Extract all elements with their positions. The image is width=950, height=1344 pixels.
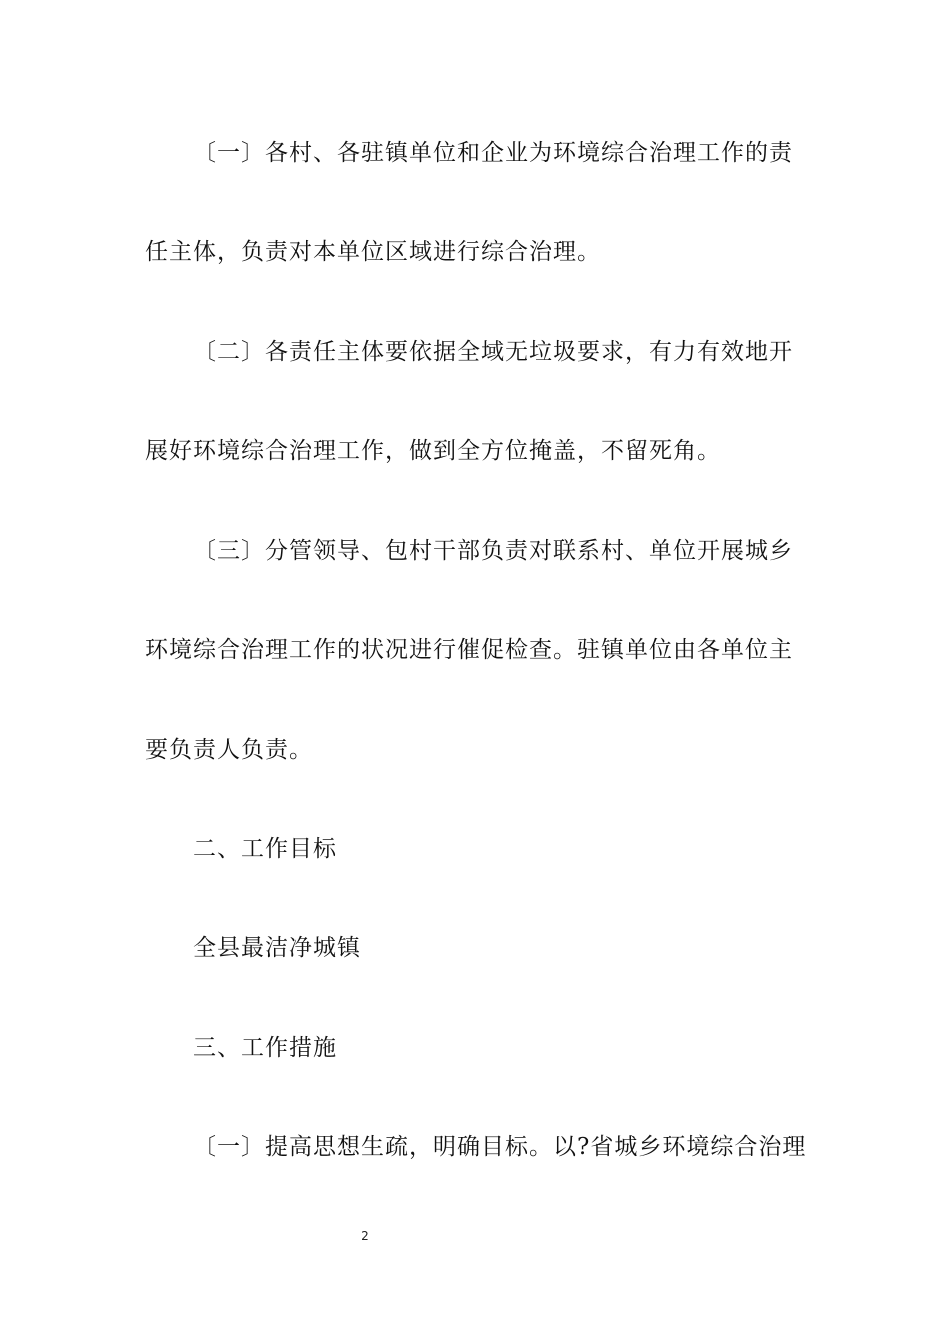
paragraph-line: 〔一〕提高思想生疏，明确目标。以?省城乡环境综合治理 <box>193 1134 807 1160</box>
paragraph-line: 要负责人负责。 <box>145 737 313 763</box>
page-number: 2 <box>361 1229 369 1243</box>
paragraph-line: 展好环境综合治理工作，做到全方位掩盖，不留死角。 <box>145 438 721 464</box>
paragraph-line: 〔一〕各村、各驻镇单位和企业为环境综合治理工作的责 <box>193 140 793 166</box>
paragraph-line: 环境综合治理工作的状况进行催促检查。驻镇单位由各单位主 <box>145 637 793 663</box>
section-heading: 三、工作措施 <box>193 1035 337 1061</box>
paragraph-line: 任主体，负责对本单位区域进行综合治理。 <box>145 239 601 265</box>
paragraph-line: 全县最洁净城镇 <box>193 935 361 961</box>
section-heading: 二、工作目标 <box>193 836 337 862</box>
paragraph-line: 〔三〕分管领导、包村干部负责对联系村、单位开展城乡 <box>193 538 793 564</box>
paragraph-line: 〔二〕各责任主体要依据全域无垃圾要求，有力有效地开 <box>193 339 793 365</box>
